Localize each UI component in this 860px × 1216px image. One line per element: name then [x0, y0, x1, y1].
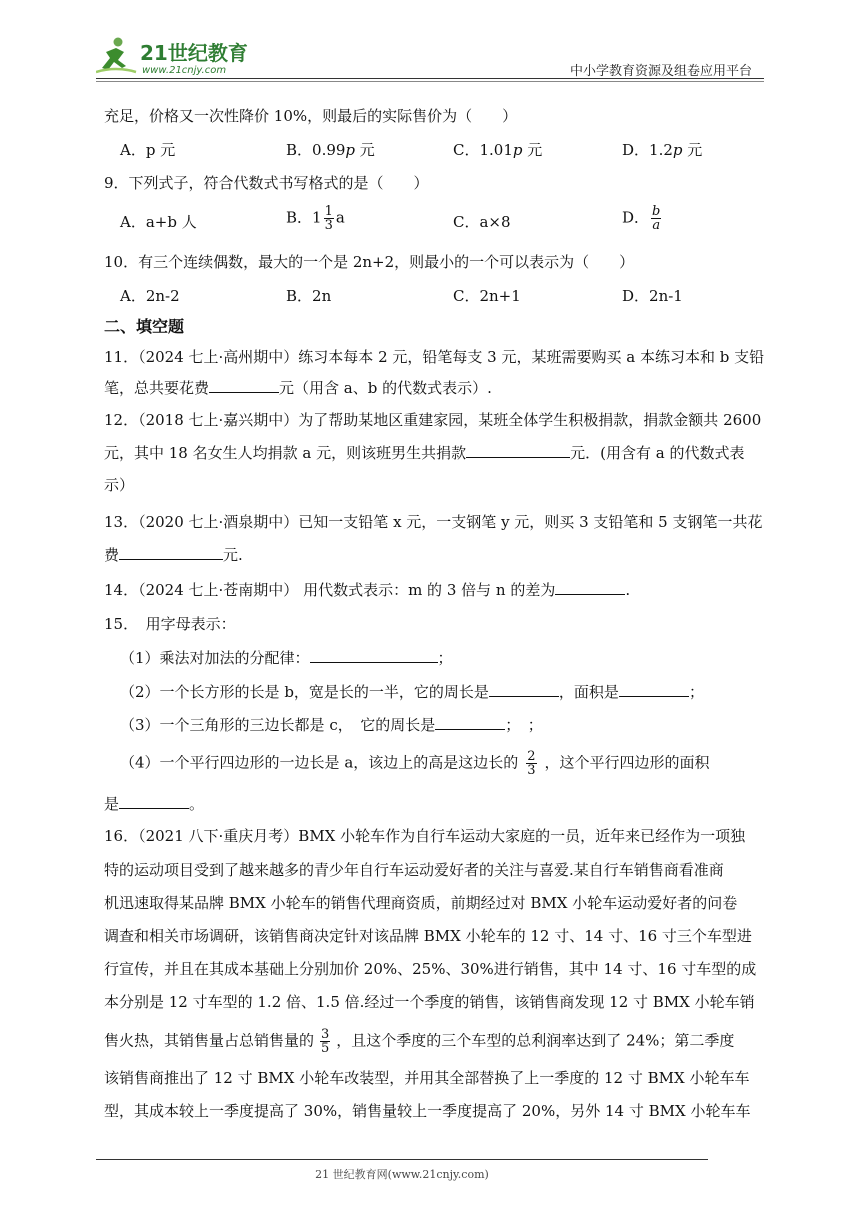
q13-answer-blank[interactable] — [119, 545, 223, 560]
q11-line2: 笔，总共要花费 元（用含 a、b 的代数式表示）. — [104, 379, 492, 397]
q16-line3: 机迅速取得某品牌 BMX 小轮车的销售代理商资质，前期经过对 BMX 小轮车运动爱好者的问卷 — [104, 894, 738, 912]
q8-option-d: D．1.2p 元 — [622, 141, 703, 159]
q16-line1: 16．（2021 八下·重庆月考）BMX 小轮车作为自行车运动大家庭的一员，近年来已经作为一项独 — [104, 827, 746, 845]
q9-stem: 9．下列式子，符合代数式书写格式的是（ ） — [104, 174, 429, 192]
logo-url: www.21cnjy.com — [142, 65, 227, 76]
header-divider-thin — [96, 81, 764, 82]
header-platform-text: 中小学教育资源及组卷应用平台 — [570, 64, 753, 79]
footer-divider — [96, 1159, 708, 1160]
q12-answer-blank[interactable] — [466, 443, 570, 458]
q15-part3-blank[interactable] — [435, 715, 505, 730]
q11-answer-blank[interactable] — [209, 378, 279, 393]
q8-option-b: B．0.99p 元 — [286, 141, 375, 159]
q15-part3: （3）一个三角形的三边长都是 c， 它的周长是 ； ； — [120, 716, 543, 734]
q15-part1: （1）乘法对加法的分配律： ； — [120, 649, 453, 667]
q11-line1: 11．（2024 七上·高州期中）练习本每本 2 元，铅笔每支 3 元，某班需要购买 a 本练习本和 b 支铅 — [104, 348, 765, 366]
q15-part2-area-blank[interactable] — [619, 682, 689, 697]
footer-text: 21 世纪教育网(www.21cnjy.com) — [315, 1168, 489, 1181]
q9-option-b-fraction: $\frac{1}{3}$ — [324, 204, 333, 233]
q10-option-b: B．2n — [286, 287, 332, 305]
runner-icon — [96, 38, 136, 73]
q13-line2: 费 元. — [104, 546, 243, 564]
q16-line6: 本分别是 12 寸车型的 1.2 倍、1.5 倍.经过一个季度的销售，该销售商发现 12 寸 BMX 小轮车销 — [104, 993, 755, 1011]
q10-option-d: D．2n-1 — [622, 287, 683, 305]
q15-part1-blank[interactable] — [310, 648, 438, 663]
q9-option-d-fraction: $\frac{b}{a}$ — [652, 204, 661, 233]
q16-line4: 调查和相关市场调研，该销售商决定针对该品牌 BMX 小轮车的 12 寸、14 寸、16 寸三个车型进 — [104, 927, 752, 945]
q8-option-a: A．p 元 — [120, 141, 176, 159]
q16-line9: 型，其成本较上一季度提高了 30%，销售量较上一季度提高了 20%，另外 14 寸 BMX 小轮车车 — [104, 1102, 751, 1120]
q10-option-a: A．2n-2 — [120, 287, 180, 305]
q15-part4-cont: 是 。 — [104, 795, 205, 813]
q15-part4-blank[interactable] — [119, 794, 189, 809]
q16-fraction: $\frac{3}{5}$ — [321, 1027, 330, 1056]
q8-stem: 充足，价格又一次性降价 10%，则最后的实际售价为（ ） — [104, 107, 518, 125]
q12-line1: 12．（2018 七上·嘉兴期中）为了帮助某地区重建家园，某班全体学生积极捐款，捐款金额共 2600 — [104, 411, 762, 429]
q10-option-c: C．2n+1 — [453, 287, 521, 305]
q15-part2-perimeter-blank[interactable] — [489, 682, 559, 697]
site-logo — [96, 36, 266, 78]
q14-answer-blank[interactable] — [555, 580, 625, 595]
logo-text: 21世纪教育 — [140, 41, 248, 65]
q9-option-d: D． $\frac{b}{a}$ — [622, 204, 661, 233]
header-divider — [96, 78, 764, 79]
q15-part2: （2）一个长方形的长是 b，宽是长的一半，它的周长是 ，面积是 ； — [120, 683, 704, 701]
q16-line5: 行宣传，并且在其成本基础上分别加价 20%、25%、30%进行销售，其中 14 寸、16 寸车型的成 — [104, 960, 757, 978]
q13-line1: 13．（2020 七上·酒泉期中）已知一支铅笔 x 元，一支钢笔 y 元，则买 3 支铅笔和 5 支钢笔一共花 — [104, 513, 763, 531]
q10-stem: 10．有三个连续偶数，最大的一个是 2n+2，则最小的一个可以表示为（ ） — [104, 253, 635, 271]
section-title-fill-in: 二、填空题 — [104, 317, 185, 336]
q15-stem: 15． 用字母表示： — [104, 615, 236, 633]
q8-option-c: C．1.01p 元 — [453, 141, 543, 159]
q9-option-b: B．1 $\frac{1}{3}$ a — [286, 204, 345, 233]
q16-line7: 售火热，其销售量占总销售量的 $\frac{3}{5}$ ，且这个季度的三个车型的总利润率达到了 24%；第二季度 — [104, 1027, 735, 1056]
q16-line8: 该销售商推出了 12 寸 BMX 小轮车改装型，并用其全部替换了上一季度的 12 寸 BMX 小轮车车 — [104, 1069, 750, 1087]
q12-line2: 元，其中 18 名女生人均捐款 a 元，则该班男生共捐款 元．(用含有 a 的代数式表 — [104, 444, 745, 462]
q14-line: 14．（2024 七上·苍南期中） 用代数式表示：m 的 3 倍与 n 的差为 . — [104, 581, 631, 599]
q15-part4-fraction: $\frac{2}{3}$ — [527, 749, 536, 778]
q9-option-c: C．a×8 — [453, 213, 511, 231]
q16-line2: 特的运动项目受到了越来越多的青少年自行车运动爱好者的关注与喜爱.某自行车销售商看准商 — [104, 861, 724, 879]
q15-part4: （4）一个平行四边形的一边长是 a，该边上的高是这边长的 $\frac{2}{3}$ ，这个平行四边形的面积 — [120, 749, 710, 778]
q9-option-a: A．a+b 人 — [120, 213, 197, 231]
q12-line3: 示） — [104, 476, 135, 494]
